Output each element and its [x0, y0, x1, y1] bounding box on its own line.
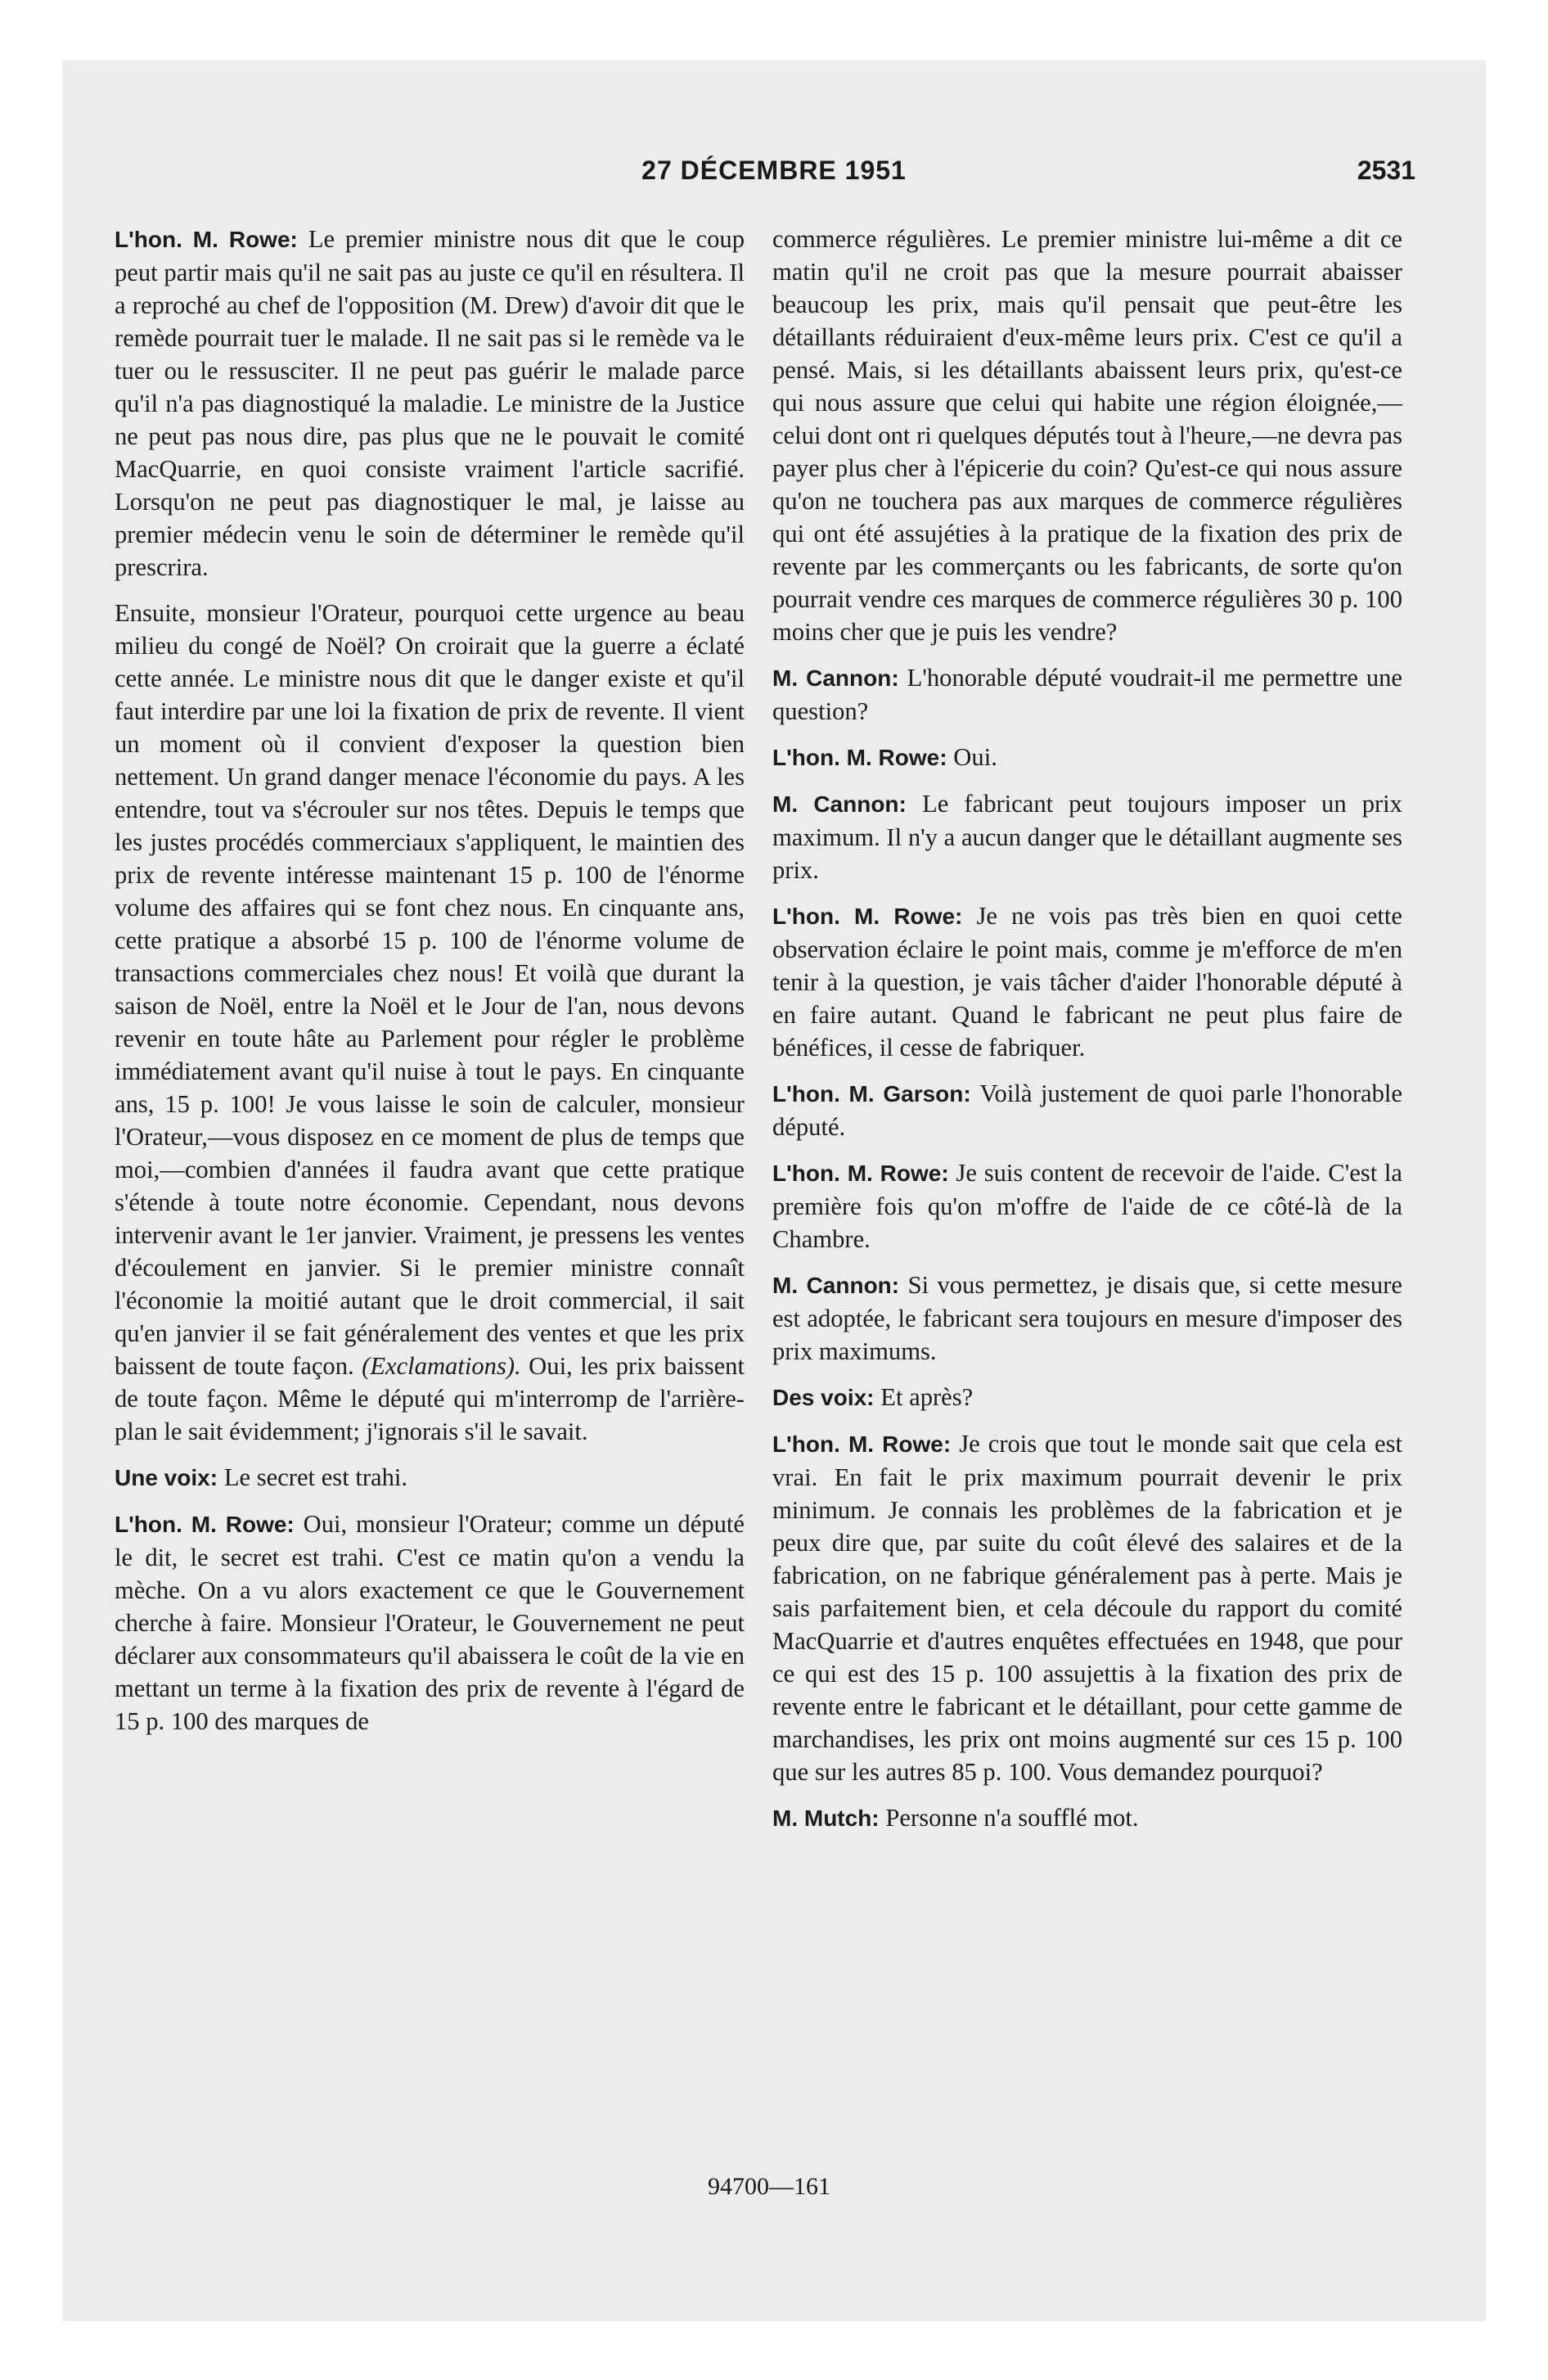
paragraph [772, 661, 1402, 728]
speaker-label: M. Cannon: [772, 665, 907, 691]
paragraph [772, 741, 1402, 774]
page-number: 2531 [1357, 156, 1415, 185]
stage-direction: (Exclamations). [362, 1352, 529, 1380]
left-column [115, 223, 745, 1751]
speech-text: Le fabricant peut toujours imposer un prix maximum. Il n'y a aucun danger que le détaillant augmente ses prix. [772, 790, 1402, 884]
right-column [772, 223, 1402, 1848]
speaker-label: M. Cannon: [772, 791, 923, 817]
speech-text: Si vous permettez, je disais que, si cette mesure est adoptée, le fabricant sera toujours en mesure d'imposer des prix maximums. [772, 1271, 1402, 1365]
paragraph [772, 1156, 1402, 1255]
speech-text: Ensuite, monsieur l'Orateur, pourquoi cette urgence au beau milieu du congé de Noël? On croirait que la guerre a éclaté cette année. Le ministre nous dit que le danger existe et qu'il faut interdire par une loi la fixation de prix de revente. Il vient un moment où il convient d'exposer la question bien nettement. Un grand danger menace l'économie du pays. A les entendre, tout va s'écrouler sur nos têtes. Depuis le temps que les justes procédés commerciaux s'appliquent, le maintien des prix de revente intéresse maintenant 15 p. 100 de l'énorme volume des affaires qui se font chez nous. En cinquante ans, cette pratique a absorbé 15 p. 100 de l'énorme volume de transactions commerciales chez nous! Et voilà que durant la saison de Noël, entre la Noël et le Jour de l'an, nous devons revenir en toute hâte au Parlement pour régler le problème immédiatement avant qu'il nuise à tout le pays. En cinquante ans, 15 p. 100! Je vous laisse le soin de calculer, monsieur l'Orateur,—vous disposez en ce moment de plus de temps que moi,—combien d'années il faudra avant que cette pratique s'étende à toute notre économie. Cependant, nous devons intervenir avant le 1er janvier. Vraiment, je pressens les ventes d'écoulement en janvier. Si le premier ministre connaît l'économie la moitié autant que le droit commercial, il sait qu'en janvier il se fait généralement des ventes et que les prix baissent de toute façon. [115, 599, 745, 1380]
speaker-label: L'hon. M. Rowe: [772, 904, 977, 929]
paragraph [772, 1077, 1402, 1143]
speech-text: Voilà justement de quoi parle l'honorable député. [772, 1080, 1402, 1141]
speech-text: Je ne vois pas très bien en quoi cette observation éclaire le point mais, comme je m'efforce de m'en tenir à la question, je vais tâcher d'aider l'honorable député à en faire autant. Quand le fabricant ne peut plus faire de bénéfices, il cesse de fabriquer. [772, 902, 1402, 1062]
running-header [0, 0, 1548, 196]
speaker-label: Une voix: [115, 1465, 224, 1490]
paragraph [772, 1269, 1402, 1368]
paragraph [115, 597, 745, 1448]
paragraph [772, 787, 1402, 886]
speaker-label: L'hon. M. Garson: [772, 1081, 980, 1107]
paragraph [772, 1801, 1402, 1835]
speaker-label: M. Cannon: [772, 1273, 908, 1298]
paragraph [772, 899, 1402, 1064]
speech-text: L'honorable député voudrait-il me permettre une question? [772, 664, 1403, 725]
speech-text: Personne n'a soufflé mot. [885, 1804, 1139, 1832]
speaker-label: L'hon. M. Rowe: [115, 227, 308, 252]
speech-text: Le premier ministre nous dit que le coup peut partir mais qu'il ne sait pas au juste ce qu'il en résultera. Il a reproché au chef de l'opposition (M. Drew) d'avoir dit que le remède pourrait tuer le malade. Il ne sait pas si le remède va le tuer ou le ressusciter. Il ne peut pas guérir le malade parce qu'il n'a pas diagnostiqué la maladie. Le ministre de la Justice ne peut pas nous dire, pas plus que ne le pouvait le comité MacQuarrie, en quoi consiste vraiment l'article sacrifié. Lorsqu'on ne peut pas diagnostiquer le mal, je laisse au premier médecin venu le soin de déterminer le remède qu'il prescrira. [115, 225, 745, 581]
speaker-label: M. Mutch: [772, 1805, 886, 1831]
printer-code: 94700—161 [708, 2173, 830, 2200]
speaker-label: L'hon. M. Rowe: [772, 1431, 960, 1457]
paragraph [115, 1508, 745, 1738]
speech-text: Oui, les prix baissent de toute façon. Même le député qui m'interromp de l'arrière-plan le sait évidemment; j'ignorais s'il le savait. [115, 1352, 745, 1445]
speaker-label: L'hon. M. Rowe: [772, 745, 954, 770]
speech-text: Oui, monsieur l'Orateur; comme un député le dit, le secret est trahi. C'est ce matin qu'on a vendu la mèche. On a vu alors exactement ce que le Gouvernement cherche à faire. Monsieur l'Orateur, le Gouvernement ne peut déclarer aux consommateurs qu'il abaissera le coût de la vie en mettant un terme à la fixation des prix de revente à l'égard de 15 p. 100 des marques de [115, 1510, 745, 1735]
running-head-date: 27 DÉCEMBRE 1951 [641, 156, 907, 185]
paragraph [115, 1461, 745, 1494]
speech-text: Je crois que tout le monde sait que cela est vrai. En fait le prix maximum pourrait devenir le prix minimum. Je connais les problèmes de la fabrication et je peux dire que, par suite du coût élevé des salaires et de la fabrication, on ne fabrique généralement pas à perte. Mais je sais parfaitement bien, et cela découle du rapport du comité MacQuarrie et d'autres enquêtes effectuées en 1948, que pour ce qui est des 15 p. 100 assujettis à la fixation des prix de revente entre le fabricant et le détaillant, pour cette gamme de marchandises, les prix ont moins augmenté sur ces 15 p. 100 que sur les autres 85 p. 100. Vous demandez pourquoi? [772, 1430, 1403, 1786]
paragraph [772, 1427, 1402, 1788]
paragraph [772, 223, 1402, 648]
speech-text: commerce régulières. Le premier ministre lui-même a dit ce matin qu'il ne croit pas que la mesure pourrait abaisser beaucoup les prix, mais qu'il pensait que peut-être les détaillants réduiraient d'eux-même leurs prix. C'est ce qu'il a pensé. Mais, si les détaillants abaissent leurs prix, qu'est-ce qui nous assure que celui qui habite une région éloignée,—celui dont ont ri quelques députés tout à l'heure,—ne devra pas payer plus cher à l'épicerie du coin? Qu'est-ce qui nous assure qu'on ne touchera pas aux marques de commerce régulières qui ont été assujéties à la pratique de la fixation des prix de revente par les commerçants ou les fabricants, de sorte qu'on pourrait vendre ces marques de commerce régulières 30 p. 100 moins cher que je puis les vendre? [772, 225, 1402, 646]
speaker-label: L'hon. M. Rowe: [772, 1161, 956, 1186]
speech-text: Et après? [880, 1383, 974, 1411]
speech-text: Le secret est trahi. [223, 1463, 408, 1491]
speech-text: Oui. [953, 743, 997, 771]
speech-text: Je suis content de recevoir de l'aide. C'est la première fois qu'on m'offre de l'aide de ce côté-là de la Chambre. [772, 1159, 1402, 1253]
speaker-label: L'hon. M. Rowe: [115, 1512, 304, 1537]
speaker-label: Des voix: [772, 1385, 881, 1410]
paragraph [772, 1381, 1402, 1414]
paragraph [115, 223, 745, 584]
